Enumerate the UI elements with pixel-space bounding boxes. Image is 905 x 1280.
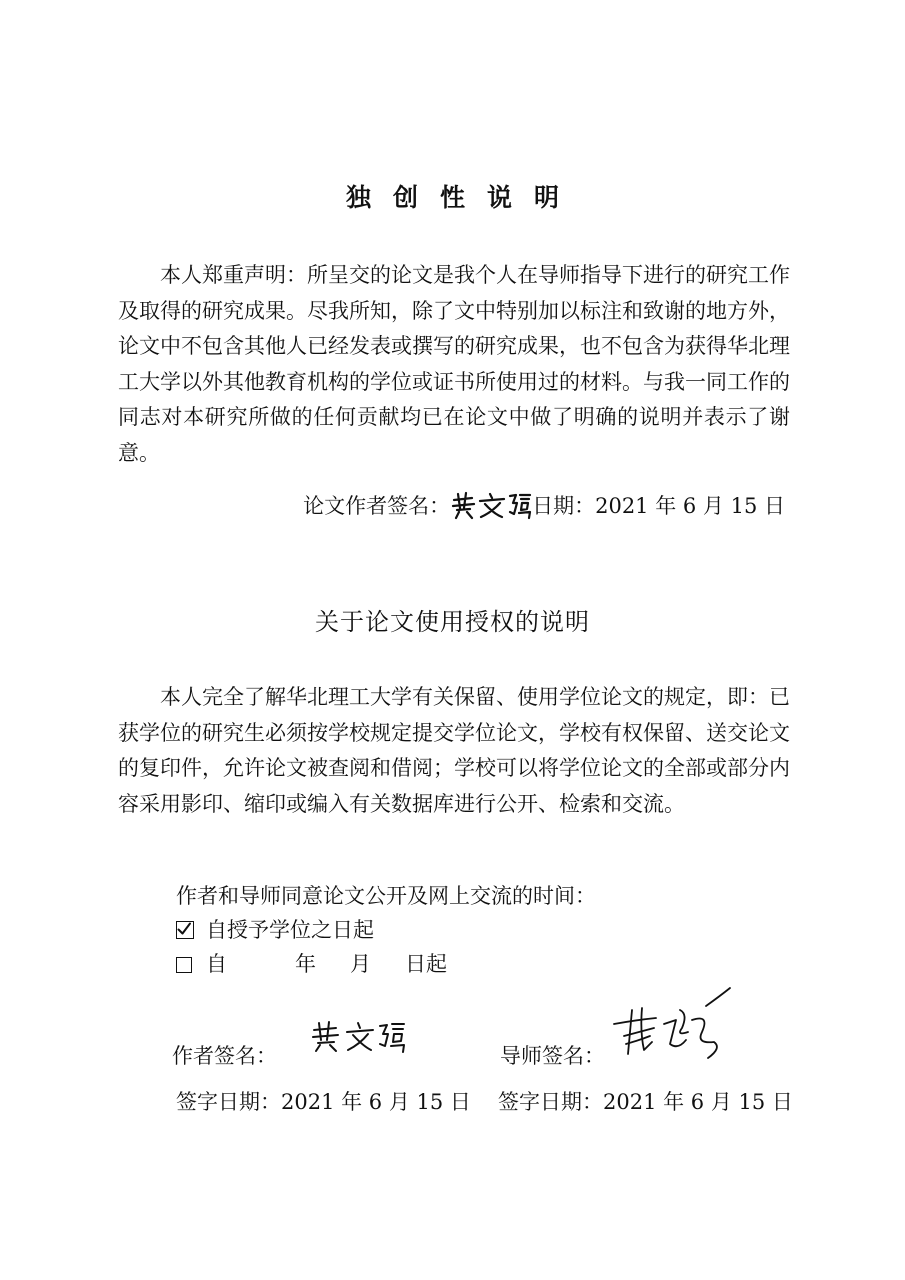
author-handwritten-signature bbox=[450, 490, 532, 520]
consent-prompt: 作者和导师同意论文公开及网上交流的时间： bbox=[176, 884, 596, 908]
option2-month: 月 bbox=[350, 952, 371, 976]
originality-body: 本人郑重声明：所呈交的论文是我个人在导师指导下进行的研究工作及取得的研究成果。尽我所知，除了文中特别加以标注和致谢的地方外，论文中不包含其他人已经发表或撰写的研究成果，也不包含为获得华北理工大学以外其他教育机构的学位或证书所使用过的材料。与我一同工作的同志对本研究所做的任何贡献均已在论文中做了明确的说明并表示了谢意。 bbox=[118, 263, 790, 465]
advisor-sign-date: 签字日期：2021 年 6 月 15 日 bbox=[498, 1090, 793, 1114]
checked-checkbox[interactable] bbox=[176, 921, 194, 939]
authorization-statement bbox=[118, 680, 790, 822]
authorization-title: 关于论文使用授权的说明 bbox=[315, 608, 590, 636]
author-sign-date: 签字日期：2021 年 6 月 15 日 bbox=[176, 1090, 471, 1114]
option-upon-degree bbox=[176, 914, 374, 944]
option2-prefix: 自 bbox=[206, 952, 227, 976]
signature-label: 论文作者签名： bbox=[303, 494, 451, 518]
option2-year: 年 bbox=[295, 952, 316, 976]
author-handwritten-signature-2 bbox=[310, 1018, 408, 1056]
author-sig-label: 作者签名： bbox=[172, 1044, 277, 1068]
option-specific-date bbox=[176, 948, 447, 978]
advisor-sig-label: 导师签名： bbox=[500, 1044, 605, 1068]
option2-day: 日起 bbox=[405, 952, 447, 976]
signature-date: 2021 年 6 月 15 日 bbox=[595, 494, 785, 518]
date-label: 日期： bbox=[532, 494, 596, 518]
unchecked-checkbox[interactable] bbox=[176, 957, 192, 973]
originality-title: 独创性说明 bbox=[345, 183, 581, 212]
authorization-body: 本人完全了解华北理工大学有关保留、使用学位论文的规定，即：已获学位的研究生必须按学校规定提交学位论文，学校有权保留、送交论文的复印件，允许论文被查阅和借阅；学校可以将学位论文的全部或部分内容采用影印、缩印或编入有关数据库进行公开、检索和交流。 bbox=[118, 685, 790, 816]
originality-signature-line bbox=[303, 490, 785, 520]
advisor-handwritten-signature bbox=[606, 984, 736, 1066]
option1-label: 自授予学位之日起 bbox=[206, 918, 374, 942]
originality-statement bbox=[118, 258, 790, 472]
